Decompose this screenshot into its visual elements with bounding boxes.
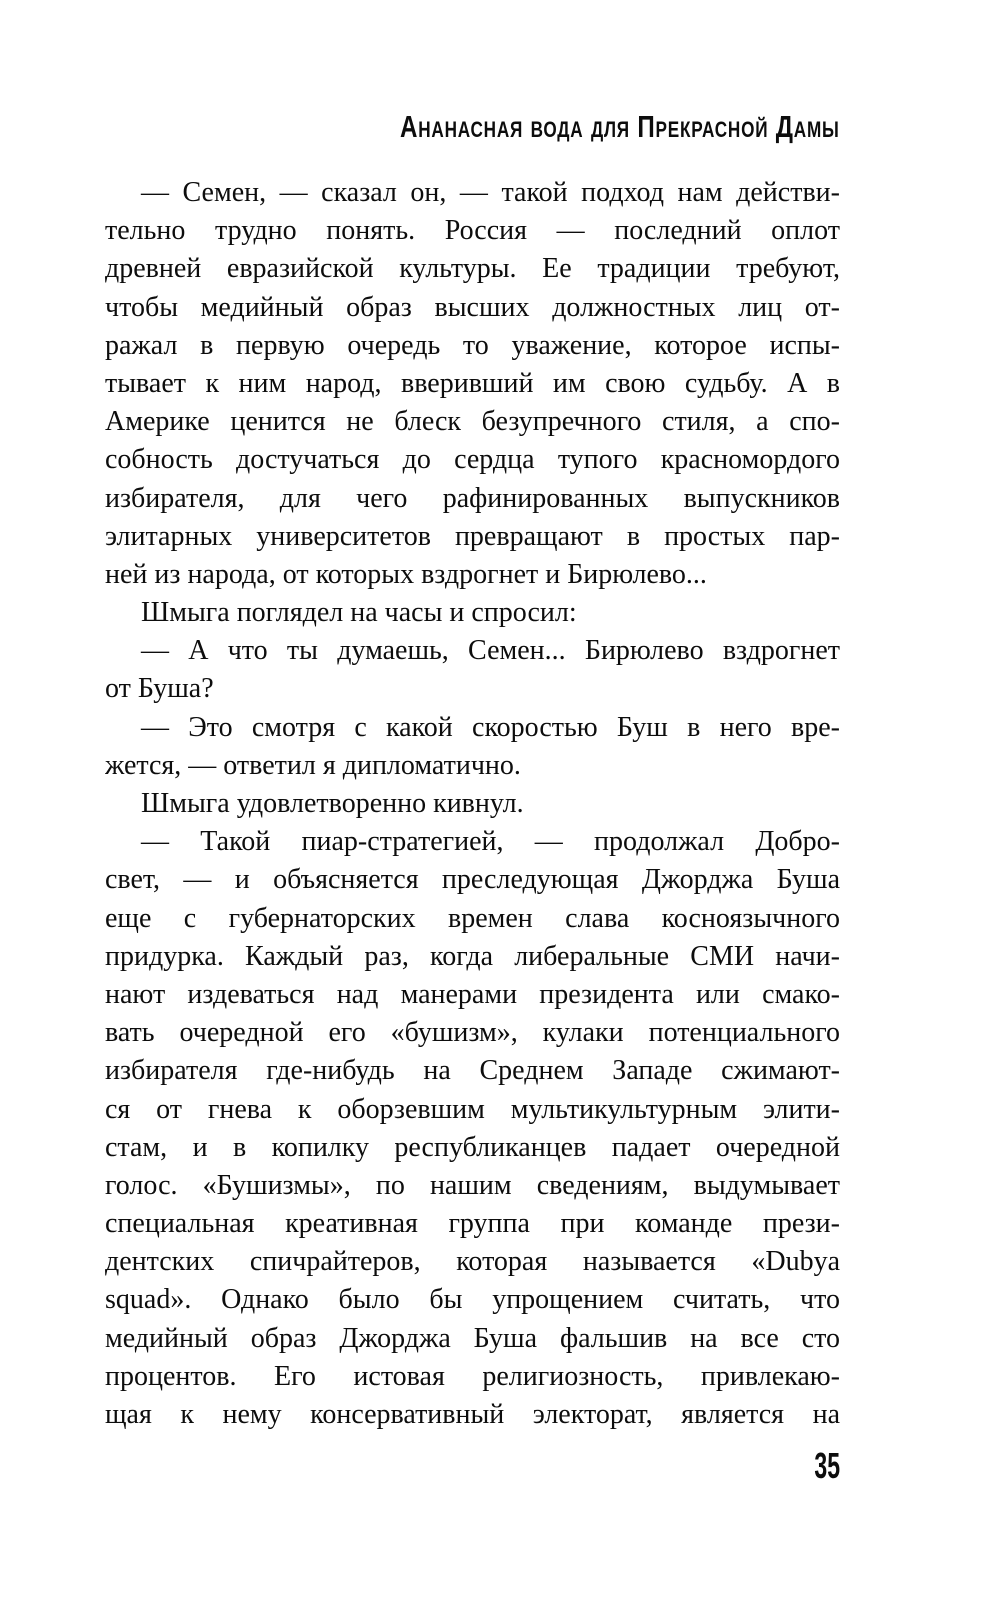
book-title-header: Ананасная вода для Прекрасной Дамы [400, 109, 840, 144]
text-line: — А что ты думаешь, Семен... Бирюлево вздрогнет [141, 635, 840, 667]
text-line: избирателя где-нибудь на Среднем Западе сжимают- [105, 1055, 840, 1087]
text-line: Америке ценится не блеск безупречного стиля, а спо- [105, 406, 840, 438]
text-line: Шмыга удовлетворенно кивнул. [141, 788, 524, 819]
text-line: жется, — ответил я дипломатично. [105, 749, 521, 781]
text-line: стам, и в копилку республиканцев падает очередной [105, 1131, 840, 1163]
text-line: процентов. Его истовая религиозность, привлекаю- [105, 1360, 840, 1392]
text-line: дентских спичрайтеров, которая называется «Dubya [105, 1246, 840, 1278]
text-line: squad». Однако было бы упрощением считать, что [105, 1284, 840, 1316]
text-line: элитарных университетов превращают в простых пар- [105, 520, 840, 552]
text-line: Шмыга поглядел на часы и спросил: [141, 597, 577, 629]
text-line: избирателя, для чего рафинированных выпускников [105, 482, 840, 514]
page-number-value: 35 [814, 1445, 840, 1486]
body-text [105, 174, 840, 1434]
text-line: нают издеваться над манерами президента или смако- [105, 978, 840, 1010]
text-line: от Буша? [105, 673, 214, 705]
text-line: придурка. Каждый раз, когда либеральные СМИ начи- [105, 940, 840, 972]
text-line: — Семен, — сказал он, — такой подход нам действи- [141, 177, 840, 208]
text-line: еще с губернаторских времен слава косноязычного [105, 902, 840, 934]
text-line: щая к нему консервативный электорат, является на [105, 1399, 840, 1430]
text-line: чтобы медийный образ высших должностных лиц от- [105, 291, 840, 323]
text-line: ся от гнева к оборзевшим мультикультурным элити- [105, 1093, 840, 1125]
text-line: собность достучаться до сердца тупого красномордого [105, 444, 840, 476]
text-line: ражал в первую очередь то уважение, которое испы- [105, 329, 840, 361]
page-number [105, 1447, 840, 1485]
text-line: свет, — и объясняется преследующая Джорджа Буша [105, 864, 840, 896]
text-line: голос. «Бушизмы», по нашим сведениям, выдумывает [105, 1169, 840, 1201]
text-line: ней из народа, от которых вздрогнет и Бирюлево... [105, 558, 707, 590]
text-line: тельно трудно понять. Россия — последний оплот [105, 215, 840, 247]
text-line: вать очередной его «бушизм», кулаки потенциального [105, 1017, 840, 1049]
text-line: тывает к ним народ, вверивший им свою судьбу. А в [105, 367, 840, 399]
text-line: — Такой пиар-стратегией, — продолжал Добро- [141, 826, 840, 858]
running-header [105, 110, 840, 144]
text-line: древней евразийской культуры. Ее традиции требуют, [105, 253, 840, 285]
text-line: медийный образ Джорджа Буша фальшив на все сто [105, 1322, 840, 1354]
text-line: специальная креативная группа при команде прези- [105, 1208, 840, 1240]
text-line: — Это смотря с какой скоростью Буш в него вре- [141, 711, 840, 743]
